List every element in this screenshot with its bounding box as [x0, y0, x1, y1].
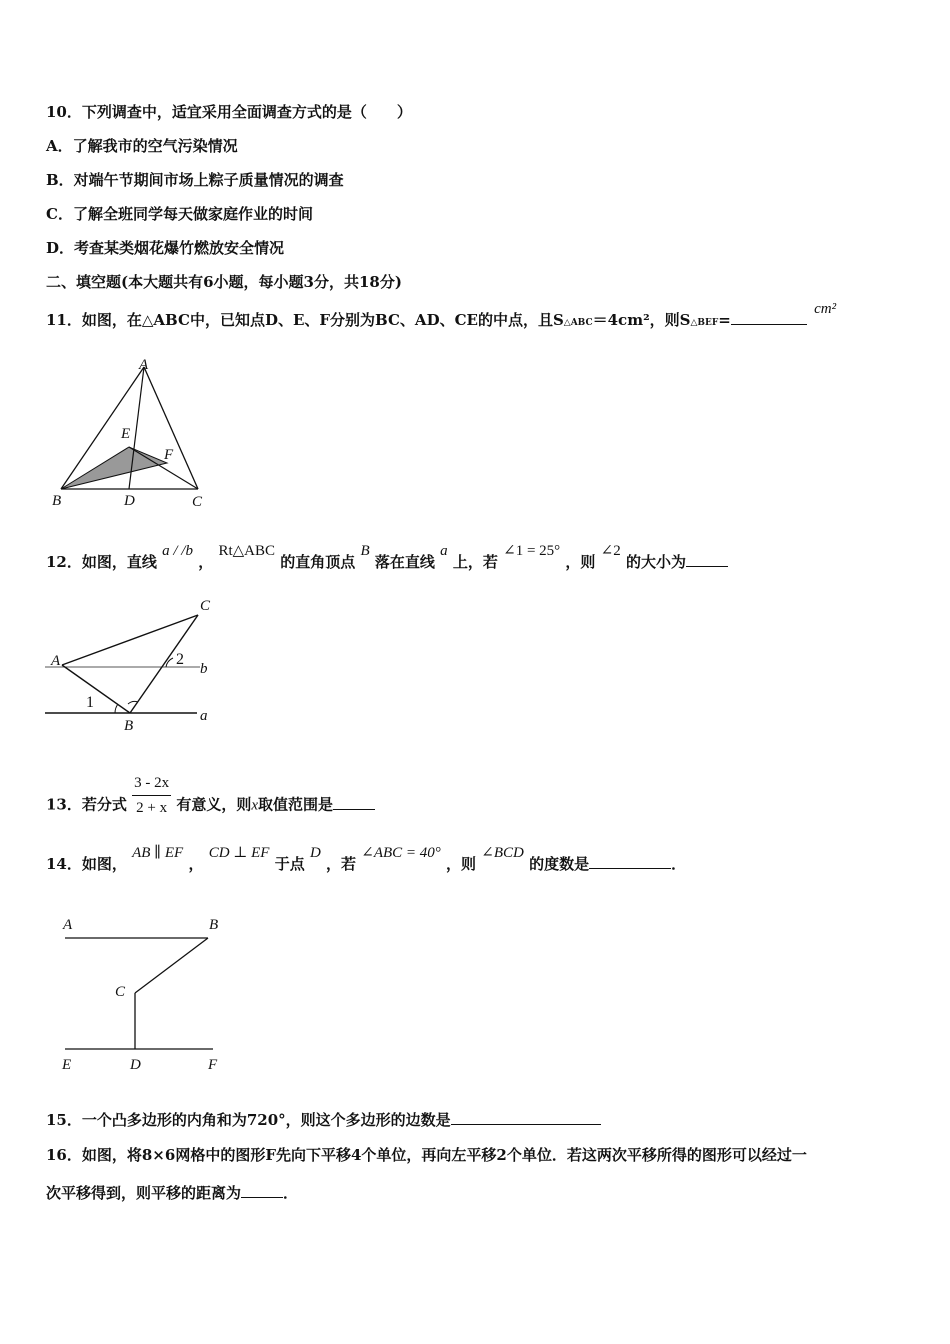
q15-stem: 15．一个凸多边形的内角和为720°，则这个多边形的边数是	[46, 1111, 451, 1129]
q14-figure	[50, 910, 240, 1080]
section-heading: 二、填空题(本大题共有6小题，每小题3分，共18分)	[46, 273, 402, 291]
q16-end: ．	[283, 1184, 299, 1202]
q12-label-a-point: A	[51, 653, 61, 669]
q13-fraction	[132, 773, 171, 818]
q13-t2: 取值范围是	[258, 795, 334, 814]
q10-option-a: A．了解我市的空气污染情况	[46, 137, 238, 155]
q14-t2: ，若	[326, 855, 357, 873]
q12-t3: 上，若	[452, 553, 498, 571]
q12-sep: ，	[198, 553, 214, 571]
q12-label-b-line: b	[200, 661, 208, 677]
q14-segment-bc	[135, 938, 208, 993]
q12-math-b: B	[360, 543, 370, 559]
q16-stem: 次平移得到，则平移的距离为	[46, 1184, 242, 1202]
q11-text-pre: 11．如图，在△ABC中，已知点D、E、F分别为BC、AD、CE的中点，且S	[46, 311, 564, 329]
q14-label-e: E	[62, 1057, 72, 1073]
q12-answer-blank[interactable]	[686, 552, 728, 567]
q13-numerator: 3 - 2x	[132, 773, 171, 796]
q12-t1: 的直角顶点	[280, 553, 356, 571]
q12-t2: 落在直线	[374, 553, 435, 571]
q14-num: 14．如图，	[46, 855, 127, 873]
q14-label-f: F	[208, 1057, 218, 1073]
q12-t4: ，则	[565, 553, 596, 571]
q12-math-a: a	[440, 543, 448, 559]
q15-text	[46, 1110, 601, 1130]
q14-label-a: A	[63, 917, 73, 933]
q11-label-b: B	[52, 493, 62, 509]
q12-side-bc	[130, 615, 198, 713]
q11-label-c: C	[192, 494, 203, 510]
q14-math-parallel: AB ∥ EF	[132, 845, 184, 861]
q15-answer-blank[interactable]	[451, 1110, 601, 1125]
q14-t3: ，则	[446, 855, 477, 873]
q10-option-c: C．了解全班同学每天做家庭作业的时间	[46, 205, 313, 223]
q11-text-mid: ＝4cm²，则S	[592, 311, 691, 329]
q14-label-b: B	[209, 917, 219, 933]
q14-math-angle-bcd: ∠BCD	[481, 845, 524, 861]
q11-side-ac	[144, 367, 198, 489]
q14-t4: 的度数是	[529, 855, 590, 873]
q11-sub-abc: △ABC	[563, 318, 593, 328]
q12-math-triangle: Rt△ABC	[218, 543, 275, 559]
q13-answer-blank[interactable]	[333, 795, 375, 810]
q12-label-c: C	[200, 598, 211, 614]
q11-label-f: F	[164, 447, 174, 463]
q11-figure	[40, 355, 230, 520]
q12-figure	[40, 590, 230, 740]
q16-line1: 16．如图，将8×6网格中的图形F先向下平移4个单位，再向左平移2个单位．若这两次平移所得的图形可以经过一	[46, 1146, 807, 1164]
q12-math-parallel: a / /b	[162, 543, 193, 559]
q12-math-angle2: ∠2	[600, 543, 621, 559]
q16-line2	[46, 1183, 298, 1203]
q14-label-c: C	[115, 984, 126, 1000]
q11-shaded-triangle-bef	[61, 447, 167, 489]
q10-option-b: B．对端午节期间市场上粽子质量情况的调查	[46, 171, 344, 189]
q12-math-angle1: ∠1 = 25°	[503, 543, 561, 559]
q12-label-b-point: B	[124, 718, 134, 734]
q13-text	[46, 775, 375, 828]
q11-text-post: =	[718, 311, 731, 329]
q13-denominator: 2 + x	[136, 800, 168, 816]
q11-answer-blank[interactable]	[731, 310, 807, 325]
q14-math-perp: CD ⊥ EF	[208, 845, 270, 861]
q12-num: 12．如图，直线	[46, 553, 157, 571]
q11-sub-bef: △BEF	[690, 318, 719, 328]
q12-label-angle2: 2	[176, 651, 184, 668]
q10-stem: 10．下列调查中，适宜采用全面调查方式的是（ ）	[46, 103, 412, 121]
q11-label-e: E	[121, 426, 131, 442]
q12-label-a-line: a	[200, 708, 208, 724]
q13-num: 13．若分式	[46, 795, 127, 814]
q14-label-d: D	[130, 1057, 141, 1073]
q14-end: ．	[671, 855, 687, 873]
q11-unit: cm²	[814, 301, 837, 317]
q12-label-angle1: 1	[86, 694, 94, 711]
q14-t1: 于点	[274, 855, 305, 873]
q14-answer-blank[interactable]	[589, 854, 671, 869]
q14-math-angle-abc: ∠ABC = 40°	[361, 845, 441, 861]
q10-option-d: D．考查某类烟花爆竹燃放安全情况	[46, 239, 285, 257]
q14-sep: ，	[188, 855, 204, 873]
q11-label-a: A	[139, 357, 149, 373]
q12-t5: 的大小为	[625, 553, 686, 571]
q11-label-d: D	[124, 493, 135, 509]
q14-text	[46, 845, 687, 875]
q12-side-ab	[62, 665, 130, 713]
q12-text	[46, 543, 728, 573]
q13-var: x	[251, 797, 259, 814]
q16-answer-blank[interactable]	[241, 1183, 283, 1198]
q12-angle1-arc	[115, 704, 118, 713]
q13-t1: 有意义，则	[176, 795, 252, 814]
q11-text	[46, 301, 837, 333]
q14-math-d: D	[309, 845, 321, 861]
